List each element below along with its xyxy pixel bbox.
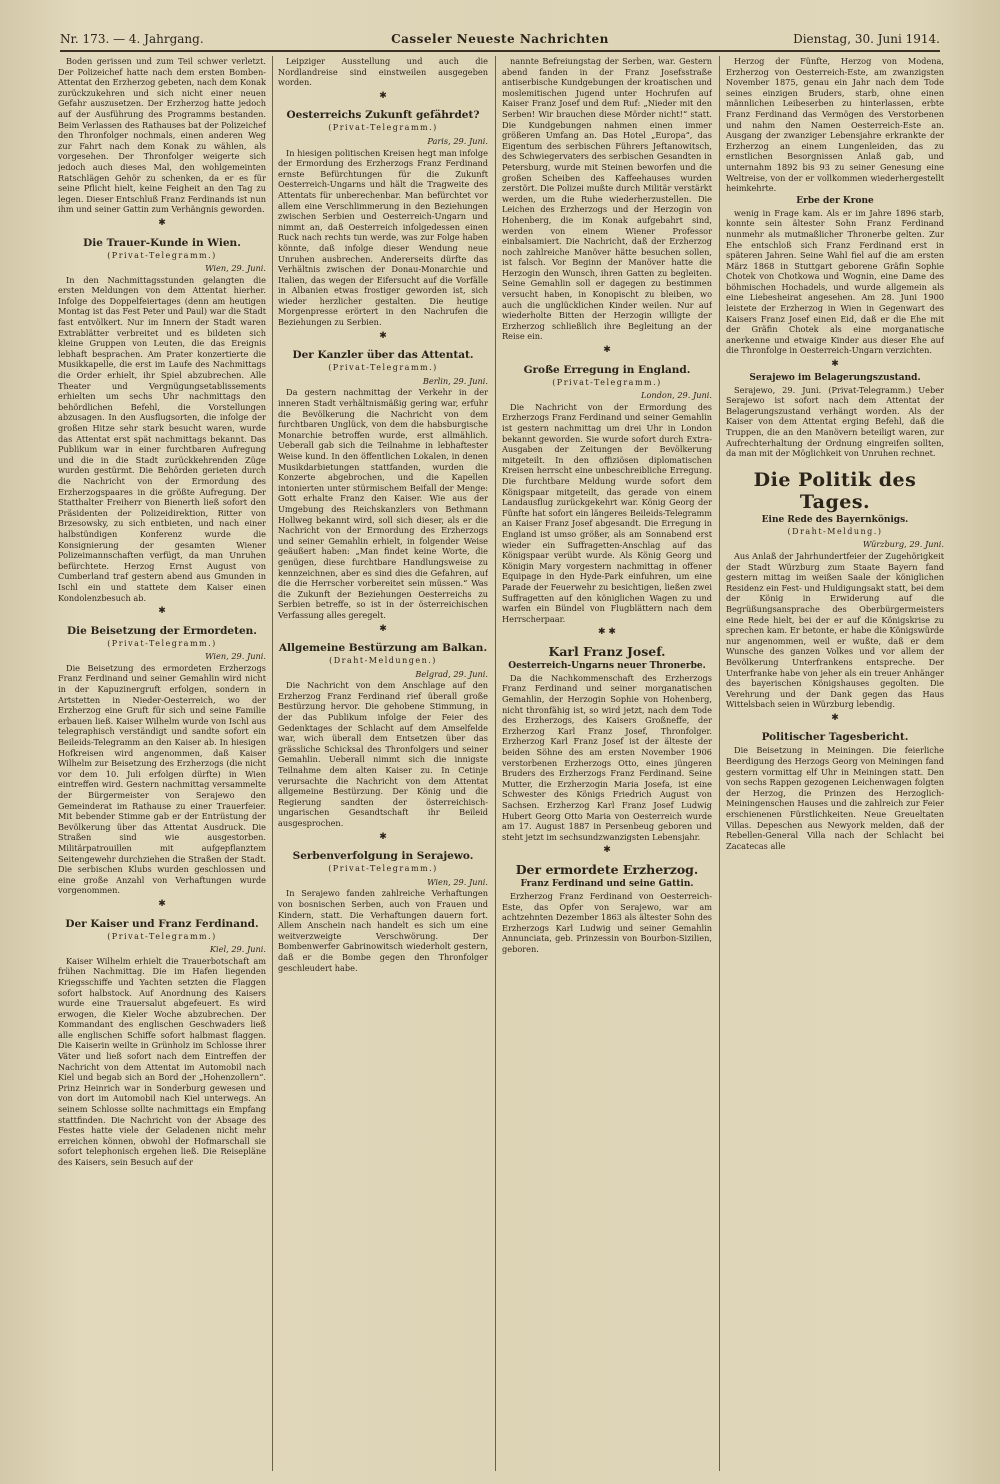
headline-trauer-kunde: Die Trauer-Kunde in Wien. bbox=[83, 236, 241, 249]
headline-balkan: Allgemeine Bestürzung am Balkan. bbox=[278, 642, 488, 655]
column-rule bbox=[495, 56, 496, 1471]
column-rule bbox=[272, 56, 273, 1471]
article-body: Die Nachricht von der Ermordung des Erzherzogs Franz Ferdinand und seiner Gemahlin ist gestern nachmittag um drei Uhr in London bekannt geworden. Sie wurde sofort durch Extra-Ausgaben der Zeitungen der Bevölkerung mitgeteilt. In den offiziösen diplomatischen Kreisen herrscht eine unbeschreibliche Erregung. Die furchtbare Meldung wurde sofort dem Königspaar mitgeteilt, das gerade von einem Landausflug zurückgekehrt war. König Georg der Fünfte hat sofort ein längeres Beileids-Telegramm an Kaiser Franz Josef abgesandt. Die Erregung in England ist umso größer, als am Sonnabend erst wieder ein Suffragetten-Anschlag auf das Königspaar verübt wurde. Als König Georg und Königin Mary vorgestern nachmittag in offener Equipage in den Hyde-Park einfuhren, um eine Parade der Feuerwehr zu besichtigen, ließen zwei Suffragetten auf den königlichen Wagen zu und warfen ein Bündel von Flugblättern nach dem Herrscherpaar. bbox=[502, 401, 712, 624]
article-body: Serajewo, 29. Juni. (Privat-Telegramm.) Ueber Serajewo ist sofort nach dem Attentat der Belagerungszustand verhängt worden. Als der Kaiser von dem Attentat erging Befehl, daß die Truppen, die an den Manövern beteiligt waren, zur Aufrechterhaltung der Ordnung eingreifen sollten, da man mit der Möglichkeit von Unruhen rechnet. bbox=[726, 384, 944, 459]
separator: ✱ bbox=[379, 330, 387, 341]
separator: ✱ bbox=[379, 90, 387, 101]
subheadline: Franz Ferdinand und seine Gattin. bbox=[520, 878, 694, 889]
separator: ✱ bbox=[831, 712, 839, 723]
separator: ✱ bbox=[603, 345, 611, 356]
dateline: Wien, 29. Juni. bbox=[205, 263, 266, 274]
separator: ✱ bbox=[158, 898, 166, 909]
article-body: In den Nachmittagsstunden gelangten die ersten Meldungen von dem Attentat hierher. Infolge des Doppelfeiertages (denn am heutigen Montag ist das Fest Peter und Paul) war die Stadt fast entvölkert. Nur im Innern der Stadt waren Extrablätter verbreitet und es bildeten sich kleine Gruppen von Leuten, die das Ereignis lebhaft besprachen. Am Prater konzertierte die Musikkapelle, die erst im Laufe des Nachmittags die Order erhielt, ihr Spiel abzubrechen. Alle Theater und Vergnügungsetablissements erhielten um sechs Uhr nachmittags den behördlichen Befehl, die Vorstellungen abzusagen. In den Ausflugsorten, die infolge der großen Hitze sehr stark besucht waren, wurde das Attentat erst spät nachmittags bekannt. Das Publikum war in einer furchtbaren Aufregung und die in die Stadt zurückkehrenden Züge wurden gestürmt. Die Behörden gerieten durch die Nachricht von der Ermordung des Erzherzogspaares in die größte Aufregung. Der Statthalter Freiherr von Bienerth ließ sofort den Präsidenten der Polizeidirektion, Ritter von Brzesowsky, zu sich entbieten, und nach einer halbstündigen Konferenz wurde die Konsignierung der gesamten Wiener Polizeimannschaften verfügt, da man Unruhen befürchtete. Herzog Ernst August von Cumberland traf gestern abend aus Gmunden in Ischl ein und stattete dem Kaiser einen Kondolenzbesuch ab. bbox=[58, 274, 266, 603]
article-continuation: nannte Befreiungstag der Serben, war. Gestern abend fanden in der Franz Josefsstraße antiserbische Kundgebungen der kroatischen und moslemitischen Jugend unter Hochrufen auf Kaiser Franz Josef und dem Ruf: „Nieder mit den Serben! Wir brauchen diese Mörder nicht!“ statt. Die Kundgebungen nahmen einen immer größeren Umfang an. Das Hotel „Europa“, das Eigentum des serbischen Führers Jeftanowitsch, des Schwiegervaters des serbischen Gesandten in Petersburg, wurde mit Steinen beworfen und die großen Scheiben des Kaffeehauses wurden zerstört. Die Polizei mußte durch Militär verstärkt werden, um die Ruhe wiederherzustellen. Die Leichen des Erzherzogs und der Herzogin von Hohenberg, die im Konak aufgebahrt sind, werden von einem Wiener Professor einbalsamiert. Die Nachricht, daß der Erzherzog noch zahlreiche Manöver hätte besuchen sollen, ist falsch. Vor Beginn der Manöver hatte die Herzogin den Wunsch, ihren Gatten zu begleiten. Seine Gemahlin soll er dagegen zu bestimmen versucht haben, in Konopischt zu bleiben, wo auch die unglücklichen Kinder weilen. Nur auf wiederholte Bitten der Herzogin willigte der Erzherzog schließlich ihre Begleitung an der Reise ein. bbox=[502, 56, 712, 342]
separator: ✱ bbox=[831, 359, 839, 370]
headline-kanzler: Der Kanzler über das Attentat. bbox=[292, 349, 474, 362]
separator: ✱ bbox=[158, 217, 166, 228]
agency-line: (Draht-Meldungen.) bbox=[329, 656, 437, 666]
headline-england: Große Erregung in England. bbox=[523, 363, 691, 376]
agency-line: (Privat-Telegramm.) bbox=[552, 377, 662, 387]
article-body: wenig in Frage kam. Als er im Jahre 1896 starb, konnte sein ältester Sohn Franz Ferdinand nunmehr als mutmaßlicher Thronerbe gelten. Zur Ehe entschloß sich Franz Ferdinand erst in späteren Jahren. Seine Wahl fiel auf die am ersten März 1868 in Stuttgart geborene Gräfin Sophie Chotek von Chotkowa und Wognin, eine Dame des böhmischen Hochadels, und wurde allgemein als eine Liebesheirat angesehen. Am 28. Juni 1900 leistete der Erzherzog in Wien in Gegenwart des Kaisers Franz Josef einen Eid, daß er die Ehe mit der Gräfin Chotek als eine morganatische anerkenne und etwaige Kinder aus dieser Ehe auf die Thronfolge in Oesterreich-Ungarn verzichten. bbox=[726, 207, 944, 356]
dateline: Paris, 29. Juni. bbox=[427, 135, 488, 146]
article-body: Die Nachricht von dem Anschlage auf den Erzherzog Franz Ferdinand rief überall große Bestürzung hervor. Die gehobene Stimmung, in der das Publikum infolge der Feier des Gedenktages der Schlacht auf dem Amselfelde war, wich überall dem Entsetzen über das grässliche Schicksal des Thronfolgers und seiner Gemahlin. Ueberall nimmt sich die innigste Teilnahme dem alten Kaiser zu. In Cetinje verursachte die Nachricht von dem Attentat allgemeine Bestürzung. Der König und die Regierung sandten der österreichisch-ungarischen Gesandtschaft ihr Beileid ausgesprochen. bbox=[278, 680, 488, 828]
article-body: Kaiser Wilhelm erhielt die Trauerbotschaft am frühen Nachmittag. Die im Hafen liegenden Kriegsschiffe und Yachten setzten die Flaggen sofort halbstock. Auf Anordnung des Kaisers wurde eine Trauersalut abgefeuert. Es wird erwogen, die Kieler Woche abzubrechen. Der Kommandant des englischen Geschwaders ließ alle englischen Schiffe sofort halbmast flaggen. Die Kaiserin weilte in Grünholz im Schlosse ihrer Väter und ließ sofort nach dem Eintreffen der Nachricht von dem Attentat im Automobil nach Kiel und begab sich an Bord der „Hohenzollern“. Prinz Heinrich war in Sonderburg gewesen und von dort im Automobil nach Kiel unterwegs. An seinem Schlosse sollte nachmittags ein Empfang stattfinden. Die Nachricht von der Absage des Festes hatte viele der Geladenen nicht mehr erreichen können, obwohl der Hofmarschall sie sofort telephonisch ergehen ließ. Die Reisepläne des Kaisers, sein Besuch auf der bbox=[58, 955, 266, 1167]
article-continuation: Boden gerissen und zum Teil schwer verletzt. Der Polizeichef hatte nach dem ersten Bomben-Attentat den Erzherzog gebeten, nach dem Konak zurückzukehren und sich nicht einer neuen Gefahr auszusetzen. Der Erzherzog hatte jedoch auf der Ausführung des Programms bestanden. Beim Verlassen des Rathauses bat der Polizeichef den Thronfolger nochmals, einen anderen Weg zur Fahrt nach dem Konak zu wählen, als vorgesehen. Der Thronfolger weigerte sich jedoch auch dieses Mal, den wohlgemeinten Ratschlägen Gehör zu schenken, da er es für seine Pflicht hielt, keine Feigheit an den Tag zu legen. Dieser Entschluß Franz Ferdinands ist nun ihm und seiner Gattin zum Verhängnis geworden. bbox=[58, 56, 266, 215]
dateline: Kiel, 29. Juni. bbox=[209, 944, 266, 955]
column-2 bbox=[278, 56, 488, 1471]
agency-line: (Privat-Telegramm.) bbox=[107, 638, 217, 648]
article-body: Die Beisetzung des ermordeten Erzherzogs Franz Ferdinand und seiner Gemahlin wird nicht in der Kapuzinergruft erfolgen, sondern in Artstetten in Nieder-Oesterreich, wo der Erzherzog eine Gruft für sich und seine Familie erbauen ließ. Kaiser Wilhelm wurde von Ischl aus telegraphisch verständigt und sandte sofort ein Beileids-Telegramm an den Kaiser ab. In hiesigen Hofkreisen wird angenommen, daß Kaiser Wilhelm zur Beisetzung des Erzherzogs (die nicht vor dem 10. Juli erfolgen dürfte) in Wien eintreffen wird. Gestern nachmittag versammelte der Bürgermeister von Serajewo den Gemeinderat im Rathause zu einer Trauerfeier. Mit bebender Stimme gab er der Entrüstung der Bevölkerung über das Attentat Ausdruck. Die Straßen sind wie ausgestorben. Militärpatrouillen mit aufgepflanztem Seitengewehr durchziehen die Straßen der Stadt. Die serbischen Klubs wurden geschlossen und eine große Anzahl von Verhaftungen wurde vorgenommen. bbox=[58, 662, 266, 896]
column-3 bbox=[502, 56, 712, 1471]
article-body: In hiesigen politischen Kreisen hegt man infolge der Ermordung des Erzherzogs Franz Ferdinand ernste Befürchtungen für die Zukunft Oesterreich-Ungarns und hält die Tragweite des Attentats für unberechenbar. Man befürchtet vor allem eine Verschlimmerung in den Beziehungen zwischen Serbien und Oesterreich-Ungarn und nimmt an, daß Oesterreich infolgedessen einen Ruck nach rechts tun werde, was zur Folge haben könnte, daß infolge dieser Wendung neue Unruhen ausbrechen. Andererseits dürfte das Verhältnis zwischen der Donau-Monarchie und Italien, das wegen der Eifersucht auf die Vorfälle in Albanien etwas frostiger geworden ist, sich wieder herzlicher gestalten. Die heutige Morgenpresse erörtert in den Nachrufen die Beziehungen zu Serbien. bbox=[278, 147, 488, 328]
headline-oesterreichs-zukunft: Oesterreichs Zukunft gefährdet? bbox=[286, 109, 480, 122]
dateline: Berlin, 29. Juni. bbox=[422, 375, 488, 386]
headline-karl-franz-josef: Karl Franz Josef. bbox=[548, 643, 666, 659]
separator: ✱ ✱ bbox=[598, 627, 616, 638]
headline-belagerungszustand: Serajewo im Belagerungszustand. bbox=[749, 372, 921, 383]
subheadline: Eine Rede des Bayernkönigs. bbox=[761, 514, 909, 525]
issue-number: Nr. 173. — 4. Jahrgang. bbox=[60, 32, 204, 46]
agency-line: (Privat-Telegramm.) bbox=[328, 123, 438, 133]
dateline: Wien, 29. Juni. bbox=[205, 651, 266, 662]
column-area bbox=[58, 56, 946, 1471]
dateline: Belgrad, 29. Juni. bbox=[415, 668, 488, 679]
agency-line: (Privat-Telegramm.) bbox=[328, 864, 438, 874]
separator: ✱ bbox=[158, 606, 166, 617]
masthead bbox=[60, 28, 940, 52]
column-4 bbox=[726, 56, 944, 1471]
column-1 bbox=[58, 56, 266, 1471]
newspaper-title: Casseler Neueste Nachrichten bbox=[391, 32, 609, 46]
article-body: Erzherzog Franz Ferdinand von Oesterreich-Este, das Opfer von Serajewo, war am achtzehnten Dezember 1863 als ältester Sohn des Erzherzogs Karl Ludwig und seiner Gemahlin Annunciata, geb. Prinzessin von Bourbon-Sizilien, geboren. bbox=[502, 890, 712, 954]
headline-politik-des-tages: Die Politik des Tages. bbox=[753, 468, 917, 513]
agency-line: (Privat-Telegramm.) bbox=[107, 931, 217, 941]
article-body: Die Beisetzung in Meiningen. Die feierliche Beerdigung des Herzogs Georg von Meiningen fand gestern vormittag elf Uhr in Meiningen statt. Den von sechs Rappen gezogenen Leichenwagen folgten der Herzog, die Prinzen des Herzoglich-Meiningenschen Hauses und die zahlreich zur Feier erschienenen Fürstlichkeiten. Neue Greueltaten Villas. Depeschen aus Newyork melden, daß der Rebellen-General Villa nach der Schlacht bei Zacatecas alle bbox=[726, 745, 944, 851]
separator: ✱ bbox=[379, 623, 387, 634]
headline-tagesbericht: Politischer Tagesbericht. bbox=[761, 731, 909, 744]
article-continuation: Herzog der Fünfte, Herzog von Modena, Erzherzog von Oesterreich-Este, am zwanzigsten November 1875, genau ein Jahr nach dem Tode seines einzigen Bruders, starb, ohne einen männlichen Leibeserben zu hinterlassen, erbte Franz Ferdinand das Vermögen des Verstorbenen und nahm den Namen Oesterreich-Este an. Ausgang der zwanziger Lebensjahre erkrankte der Erzherzog an einem Lungenleiden, das zu ernstlichen Besorgnissen Anlaß gab, und unternahm 1892 bis 93 zu seiner Genesung eine Weltreise, von der er vollkommen wiederhergestellt heimkehrte. bbox=[726, 56, 944, 194]
separator: ✱ bbox=[603, 845, 611, 856]
article-continuation: Leipziger Ausstellung und auch die Nordlandreise sind einstweilen ausgegeben worden. bbox=[278, 56, 488, 88]
headline-ermordete-erzherzog: Der ermordete Erzherzog. bbox=[515, 861, 699, 877]
article-body: In Serajewo fanden zahlreiche Verhaftungen von bosnischen Serben, auch von Frauen und Kindern, statt. Die Verhaftungen dauern fort. Allem Anschein nach handelt es sich um eine weitverzweigte Verschwörung. Der Bombenwerfer Gabrinowitsch wiederholt gestern, daß er die Bombe gegen den Thronfolger geschleudert habe. bbox=[278, 888, 488, 973]
agency-line: (Privat-Telegramm.) bbox=[107, 250, 217, 260]
headline-kaiser-franz-ferdinand: Der Kaiser und Franz Ferdinand. bbox=[65, 917, 259, 930]
agency-line: (Privat-Telegramm.) bbox=[328, 363, 438, 373]
headline-beisetzung: Die Beisetzung der Ermordeten. bbox=[67, 624, 257, 637]
subheadline: Erbe der Krone bbox=[796, 195, 874, 206]
dateline: Wien, 29. Juni. bbox=[427, 876, 488, 887]
agency-line: (Draht-Meldung.) bbox=[787, 526, 883, 536]
headline-serbenverfolgung: Serbenverfolgung in Serajewo. bbox=[292, 850, 474, 863]
dateline: London, 29. Juni. bbox=[641, 390, 712, 401]
subheadline: Oesterreich-Ungarns neuer Thronerbe. bbox=[508, 660, 706, 671]
article-body: Da gestern nachmittag der Verkehr in der inneren Stadt verhältnismäßig gering war, erfuhr die Bevölkerung die Nachricht von dem furchtbaren Unglück, von dem die habsburgische Monarchie betroffen wurde, erst allmählich. Ueberall gab sich die Teilnahme in lebhaftester Weise kund. In den öffentlichen Lokalen, in denen Musikdarbietungen stattfanden, wurden die Konzerte abgebrochen, und die Kapellen intonierten unter stürmischem Beifall der Menge: Gott erhalte Franz den Kaiser. Wie aus der Umgebung des Reichskanzlers von Bethmann Hollweg bekannt wird, soll sich dieser, als er die Nachricht von der Ermordung des Erzherzogs und seiner Gemahlin erhielt, in folgender Weise geäußert haben: „Man findet keine Worte, die genügen, diese furchtbare Handlungsweise zu kennzeichnen, aber es sind dies die Gefahren, auf die die Herrscher vorbereitet sein müssen.“ Was die Zukunft der Beziehungen Oesterreichs zu Serbien betreffe, so ist in der österreichischen Verfassung alles geregelt. bbox=[278, 387, 488, 620]
column-rule bbox=[719, 56, 720, 1471]
dateline: Würzburg, 29. Juni. bbox=[862, 539, 944, 550]
article-body: Aus Anlaß der Jahrhundertfeier der Zugehörigkeit der Stadt Würzburg zum Staate Bayern fand gestern mittag im weißen Saale der königlichen Residenz ein Fest- und Huldigungsakt statt, bei dem der König in Erwiderung auf die Begrüßungsansprache des Oberbürgermeisters eine Rede hielt, bei der er auf die Königskrise zu sprechen kam. Er betonte, er habe die Königswürde nur angenommen, weil er wußte, daß er dem Wunsche des ganzen Volkes und vor allem der Bevölkerung Unterfrankens entspreche. Der Unterfranke habe von jeher als ein treuer Anhänger des bayerischen Königshauses gegolten. Die Verehrung und der Dank gegen das Haus Wittelsbach seien in Würzburg lebendig. bbox=[726, 550, 944, 710]
article-body: Da die Nachkommenschaft des Erzherzogs Franz Ferdinand und seiner morganatischen Gemahlin, der Herzogin Sophie von Hohenberg, nicht thronfähig ist, so wird jetzt, nach dem Tode des Erzherzogs, des Kaisers Großneffe, der Erzherzog Karl Franz Josef, Thronfolger. Erzherzog Karl Franz Josef ist der älteste der beiden Söhne des am ersten November 1906 verstorbenen Erzherzogs Otto, eines jüngeren Bruders des Erzherzogs Franz Ferdinand. Seine Mutter, die Erzherzogin Maria Josefa, ist eine Schwester des Königs Friedrich August von Sachsen. Erzherzog Karl Franz Josef Ludwig Hubert Georg Otto Maria von Oesterreich wurde am 17. August 1887 in Persenbeug geboren und steht jetzt im sechsundzwanzigsten Lebensjahr. bbox=[502, 672, 712, 842]
separator: ✱ bbox=[379, 831, 387, 842]
issue-date: Dienstag, 30. Juni 1914. bbox=[793, 32, 940, 46]
